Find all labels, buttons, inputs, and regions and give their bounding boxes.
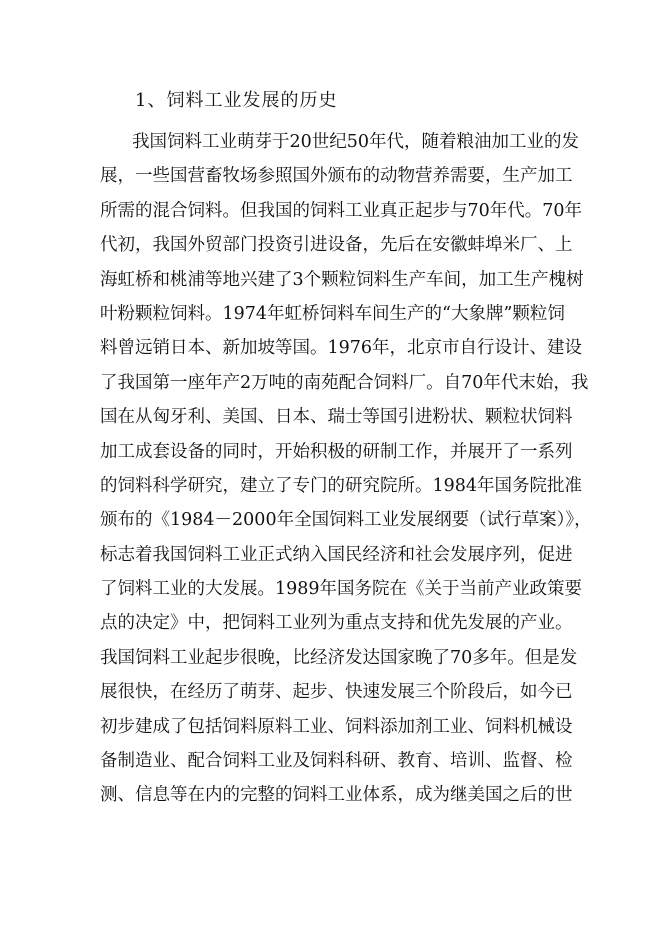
text-line: 叶粉颗粒饲料。1974年虹桥饲料车间生产的“大象牌”颗粒饲 bbox=[100, 303, 565, 324]
text-line: 备制造业、配合饲料工业及饲料科研、教育、培训、监督、检 bbox=[100, 751, 573, 772]
text-line: 我国饲料工业萌芽于20世纪50年代，随着粮油加工业的发 bbox=[132, 132, 580, 152]
text-line: 颁布的《1984－2000年全国饲料工业发展纲要（试行草案）》， bbox=[100, 510, 592, 531]
text-line: 的饲料科学研究，建立了专门的研究院所。1984年国务院批准 bbox=[100, 475, 583, 496]
text-line: 所需的混合饲料。但我国的饲料工业真正起步与70年代。70年 bbox=[100, 200, 583, 221]
text-line: 我国饲料工业起步很晚，比经济发达国家晚了70多年。但是发 bbox=[100, 647, 578, 668]
text-line: 了饲料工业的大发展。1989年国务院在《关于当前产业政策要 bbox=[100, 579, 583, 600]
text-line: 展，一些国营畜牧场参照国外颁布的动物营养需要，生产加工 bbox=[100, 166, 573, 187]
text-line: 海虹桥和桃浦等地兴建了3个颗粒饲料生产车间，加工生产槐树 bbox=[100, 269, 584, 290]
text-line: 国在从匈牙利、美国、日本、瑞士等国引进粉状、颗粒状饲料 bbox=[100, 407, 573, 428]
text-line: 测、信息等在内的完整的饲料工业体系，成为继美国之后的世 bbox=[100, 785, 573, 806]
text-line: 点的决定》中，把饲料工业列为重点支持和优先发展的产业。 bbox=[100, 613, 573, 634]
text-line: 标志着我国饲料工业正式纳入国民经济和社会发展序列，促进 bbox=[100, 544, 573, 565]
text-line: 代初，我国外贸部门投资引进设备，先后在安徽蚌埠米厂、上 bbox=[100, 235, 573, 256]
text-line: 加工成套设备的同时，开始积极的研制工作，并展开了一系列 bbox=[100, 441, 573, 462]
text-line: 料曾远销日本、新加坡等国。1976年，北京市自行设计、建设 bbox=[100, 338, 583, 359]
text-line: 展很快，在经历了萌芽、起步、快速发展三个阶段后，如今已 bbox=[100, 682, 573, 703]
body-paragraph bbox=[100, 125, 620, 813]
section-heading: 1、饲料工业发展的历史 bbox=[135, 90, 338, 111]
text-line: 了我国第一座年产2万吨的南苑配合饲料厂。自70年代末始，我 bbox=[100, 372, 589, 393]
text-line: 初步建成了包括饲料原料工业、饲料添加剂工业、饲料机械设 bbox=[100, 716, 573, 737]
